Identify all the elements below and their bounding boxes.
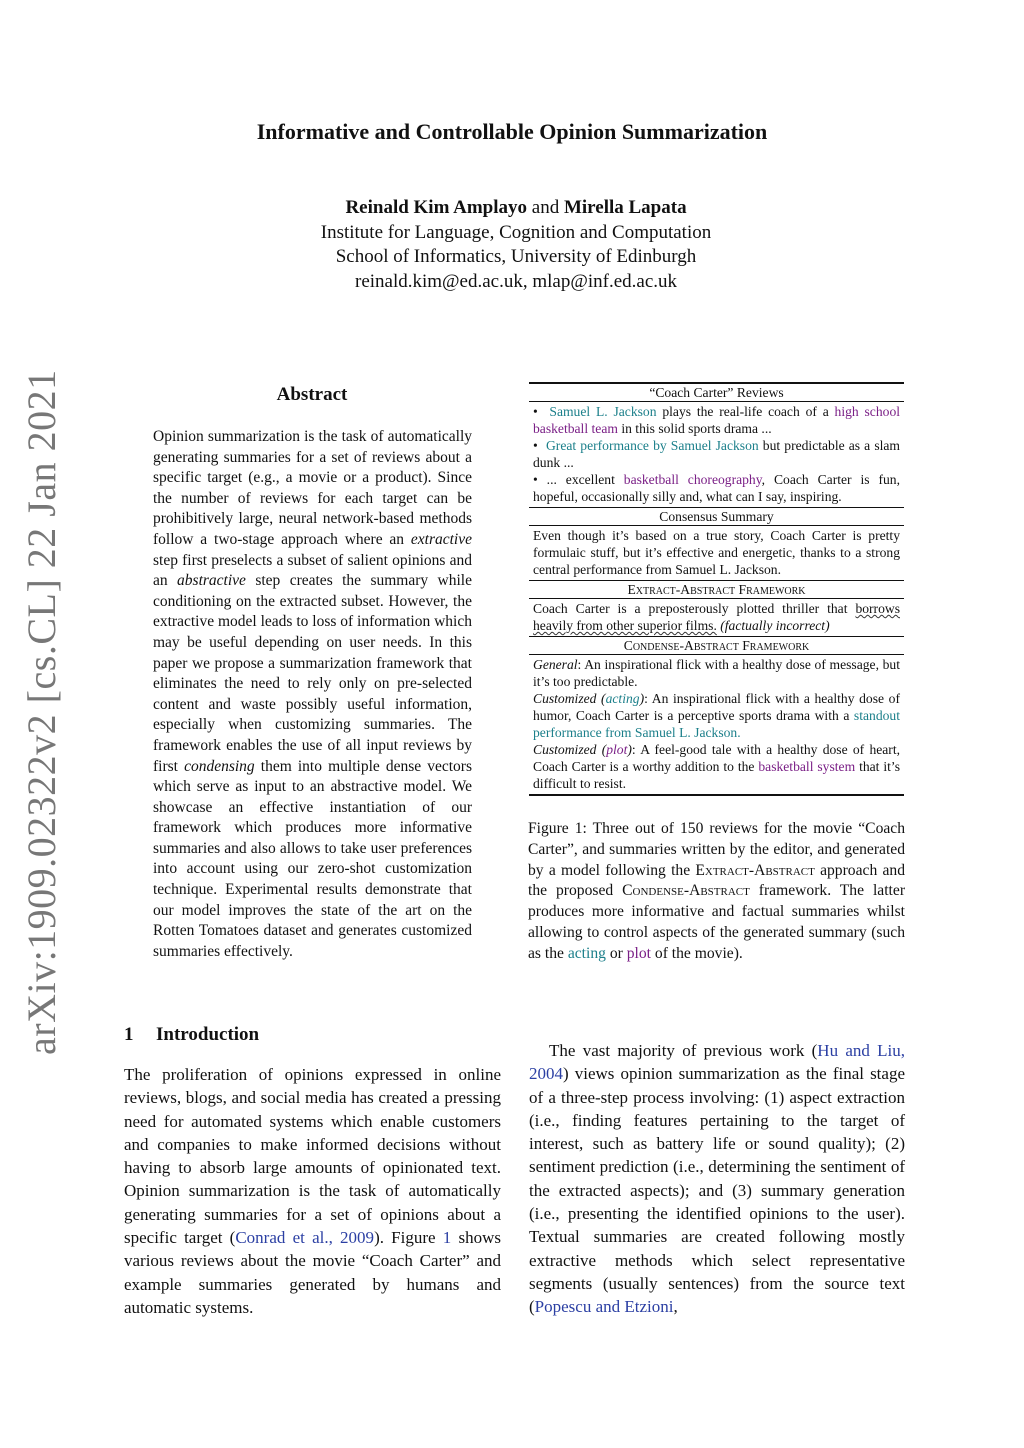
summary-text: : An inspirational flick with a healthy dose of humor, Coach Carter is a perceptive sports drama with a	[533, 691, 900, 723]
caption-smallcaps: Condense-Abstract	[622, 882, 750, 900]
paragraph-text: The vast majority of previous work (	[549, 1041, 818, 1060]
caption-smallcaps: Extract-Abstract	[695, 861, 815, 879]
bullet: •	[533, 472, 538, 487]
arxiv-identifier: arXiv:1909.02322v2 [cs.CL] 22 Jan 2021	[19, 369, 64, 1055]
section-number: 1	[124, 1024, 134, 1045]
abstract-emphasis: condensing	[184, 757, 255, 775]
affiliation: School of Informatics, University of Edinburgh	[335, 246, 697, 267]
highlight-plot: basketball choreography	[623, 472, 762, 487]
highlight-acting: Great performance by Samuel Jackson	[545, 438, 759, 453]
figure-ref-link[interactable]: 1	[442, 1228, 452, 1248]
section-heading	[124, 1024, 259, 1046]
figure-caption	[528, 819, 905, 965]
extract-abstract-header: Extract-Abstract Framework	[627, 582, 806, 597]
review-item	[533, 471, 900, 505]
review-text: plays the real-life coach of a	[656, 404, 835, 419]
abstract-emphasis: abstractive	[177, 572, 246, 590]
review-text: but predictable as a slam dunk ...	[533, 438, 901, 470]
summary-label: General	[533, 657, 578, 672]
affiliation: Institute for Language, Cognition and Computation	[320, 221, 712, 243]
citation-link[interactable]: Hu and Liu, 2004	[529, 1041, 905, 1084]
summary-label: )	[627, 742, 632, 757]
author-name: Mirella Lapata	[563, 197, 687, 218]
bullet: •	[533, 404, 538, 419]
summary-text: Coach Carter is a preposterously plotted thriller that	[533, 601, 856, 616]
bullet: •	[533, 438, 538, 453]
abstract-text	[153, 427, 472, 962]
author-block	[0, 196, 1024, 294]
general-summary	[533, 656, 900, 690]
summary-text: : A feel-good tale with a healthy dose of heart, Coach Carter is a worthy addition to the	[533, 742, 901, 774]
summary-text: : An inspirational flick with a healthy dose of message, but it’s too predictable.	[533, 657, 900, 689]
summary-label: Customized (	[533, 691, 606, 706]
caption-text: of the movie).	[651, 944, 743, 962]
body-paragraph	[529, 1039, 905, 1319]
highlight-plot: basketball system	[758, 759, 856, 774]
citation-link[interactable]: Popescu and Etzioni	[534, 1297, 674, 1317]
figure-1	[529, 382, 904, 796]
caption-acting: acting	[567, 944, 606, 962]
citation-link[interactable]: Conrad et al., 2009	[235, 1228, 375, 1248]
review-text: ... excellent	[537, 472, 624, 487]
review-text: , Coach Carter is fun, hopeful, occasionally silly and, what can I say, inspiring.	[533, 472, 900, 504]
abstract-heading: Abstract	[276, 384, 348, 405]
caption-text: or	[605, 944, 627, 962]
aspect-plot: plot	[606, 742, 628, 757]
consensus-summary: Even though it’s based on a true story, Coach Carter is pretty formulaic stuff, but it’s effective and energetic, thanks to a strong central performance from Samuel L. Jackson.	[533, 528, 900, 577]
caption-text: Figure 1: Three out of 150 reviews for the movie “Coach Carter”, and summaries written by the editor, and generated by a model following the	[528, 820, 905, 879]
highlight-acting: standout performance from Samuel L. Jackson.	[533, 708, 900, 740]
review-text: in this solid sports drama ...	[617, 421, 772, 436]
abstract-text-segment: them into multiple dense vectors which serve as input to an abstractive model. We showcase an effective instantiation of our framework which produces more informative summaries and also allows to take user preferences into account using our zero-shot customization technique. Experimental results demonstrate that our model improves the state of the art on the Rotten Tomatoes dataset and generates customized summaries effectively.	[153, 757, 472, 960]
review-item	[533, 403, 900, 437]
abstract-text-segment: Opinion summarization is the task of automatically generating summaries for a set of reviews about a specific target (e.g., a movie or a product). Since the number of reviews for each target can be prohibitively large, neural network-based methods follow a two-stage approach where an	[153, 428, 472, 548]
reviews-header: “Coach Carter” Reviews	[649, 385, 784, 400]
condense-abstract-header: Condense-Abstract Framework	[623, 638, 810, 653]
summary-text: that it’s difficult to resist.	[533, 759, 900, 791]
highlight-acting: Samuel L. Jackson	[549, 404, 657, 419]
consensus-header: Consensus Summary	[659, 509, 774, 524]
highlight-plot: high school basketball team	[533, 404, 901, 436]
abstract-emphasis: extractive	[410, 530, 472, 548]
extract-abstract-summary	[529, 599, 904, 636]
author-name: Reinald Kim Amplayo	[345, 197, 528, 218]
customized-acting-summary	[533, 690, 900, 741]
customized-plot-summary	[533, 741, 900, 792]
paragraph-text: ). Figure	[374, 1228, 443, 1248]
author-line	[0, 196, 1024, 221]
paragraph-text: ,	[673, 1297, 678, 1317]
summary-label: )	[639, 691, 645, 706]
intro-paragraph	[124, 1063, 501, 1319]
paragraph-text: The proliferation of opinions expressed in online reviews, blogs, and social media has created a pressing need for automated systems which enable customers and companies to make informed decisions without having to absorb large amounts of opinionated text. Opinion summarization is the task of automatically generating summaries for a set of opinions about a specific target (	[124, 1065, 501, 1248]
reviews-list	[529, 402, 904, 507]
section-title: Introduction	[156, 1024, 260, 1045]
caption-text: approach and the proposed	[528, 861, 905, 900]
caption-text: framework. The latter produces more informative and factual summaries whilst allowing to control aspects of the generated summary (such as the	[528, 882, 906, 962]
aspect-acting: acting	[605, 691, 640, 706]
paragraph-text: shows various reviews about the movie “Coach Carter” and example summaries generated by humans and automatic systems.	[124, 1228, 501, 1317]
author-conjunction: and	[531, 197, 560, 218]
paragraph-text: ) views opinion summarization as the final stage of a three-step process involving: (1) aspect extraction (i.e., finding features pertaining to the target of interest, such as battery life or sound quality); (2) sentiment prediction (i.e., determining the sentiment of the extracted aspects); and (3) summary generation (i.e., presenting the identified opinions to the user). Textual summaries are created following mostly extractive methods which select representative segments (usually sentences) from the source text (	[529, 1064, 905, 1317]
incorrect-span: borrows heavily from other superior films.	[533, 601, 900, 633]
summary-label: Customized (	[533, 742, 607, 757]
abstract-text-segment: step first preselects a subset of salient opinions and an	[153, 551, 472, 590]
paper-title: Informative and Controllable Opinion Summarization	[256, 119, 768, 144]
caption-plot: plot	[626, 944, 652, 962]
review-item	[533, 437, 900, 471]
condense-abstract-summaries	[529, 655, 904, 794]
abstract-text-segment: step creates the summary while conditioning on the extracted subset. However, the extractive model leads to loss of information which may be useful depending on user needs. In this paper we propose a summarization framework that eliminates the need to rely only on pre-selected content and waste possibly useful information, especially when customizing summaries. The framework enables the use of all input reviews by first	[153, 572, 472, 775]
incorrect-note: (factually incorrect)	[716, 618, 830, 633]
author-emails: reinald.kim@ed.ac.uk, mlap@inf.ed.ac.uk	[355, 270, 677, 292]
